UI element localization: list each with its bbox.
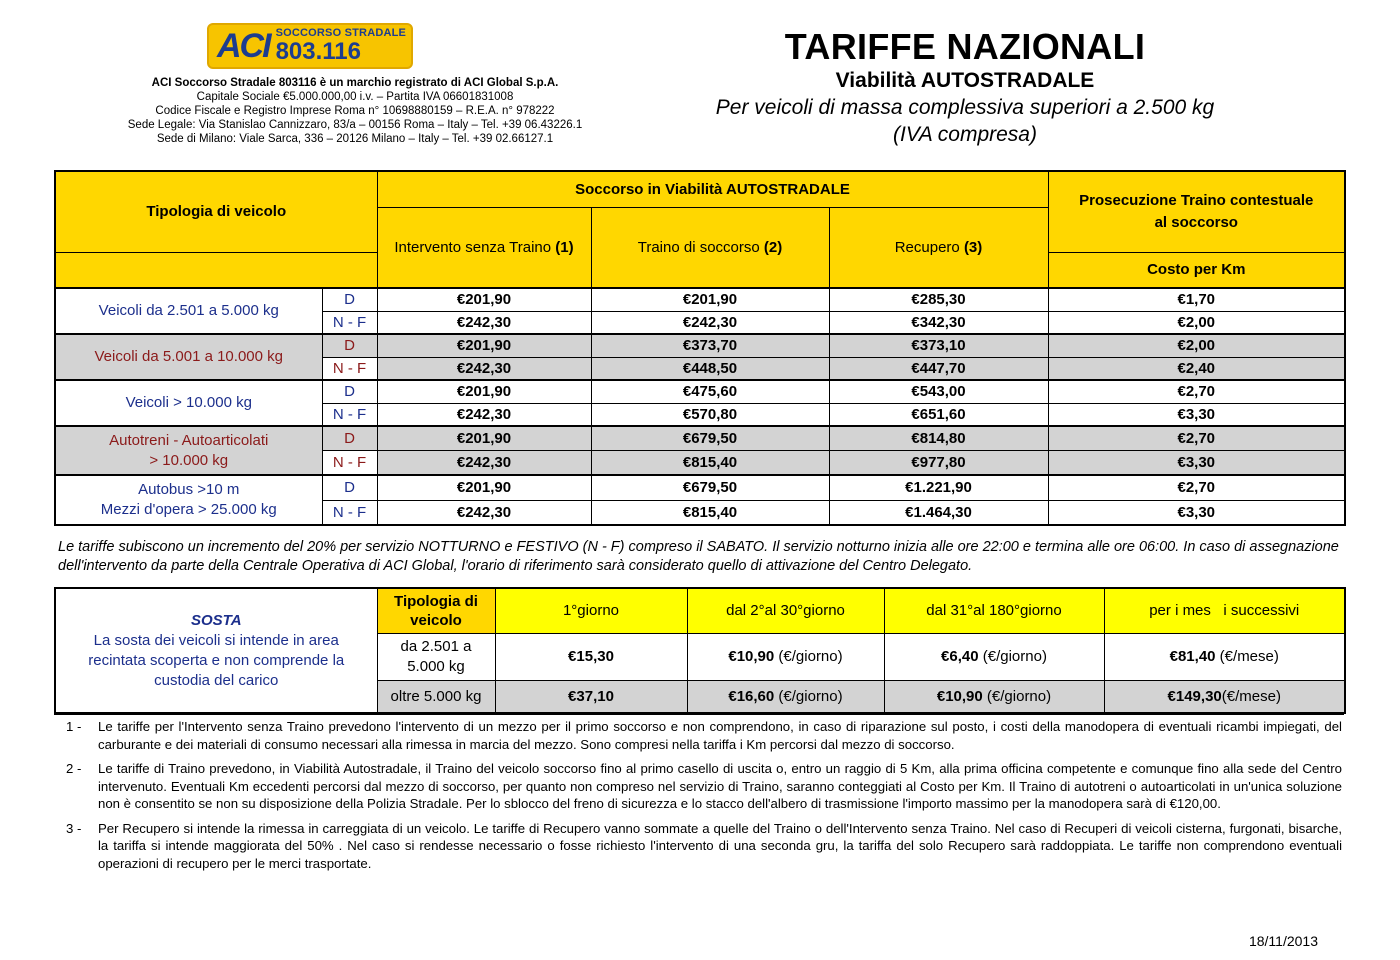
price-cell: €2,70 (1048, 426, 1345, 450)
header-vehicle-type: Tipologia di veicolo (55, 171, 377, 252)
price-cell: €201,90 (377, 288, 591, 311)
sosta-unit: (€/mese) (1221, 687, 1281, 705)
table-row (55, 475, 1345, 500)
price-cell: €679,50 (591, 426, 829, 450)
header-recupero-ref: (3) (963, 238, 983, 256)
sosta-price-cell (1104, 680, 1345, 713)
price-cell: €570,80 (591, 403, 829, 426)
price-cell: €815,40 (591, 500, 829, 525)
header-intervento-label: Intervento senza Traino (394, 238, 552, 256)
band-cell: N - F (322, 357, 377, 380)
sosta-header-day1: 1°giorno (495, 588, 687, 633)
document-date: 18/11/2013 (1248, 933, 1318, 949)
vehicle-line-2: > 10.000 kg (149, 451, 229, 469)
price-cell: €2,00 (1048, 334, 1345, 357)
company-line-2: Capitale Sociale €5.000.000,00 i.v. – Partita IVA 06601831008 (196, 91, 514, 103)
table-row (55, 288, 1345, 311)
price-cell: €242,30 (377, 311, 591, 334)
table-row (55, 426, 1345, 450)
price-cell: €201,90 (377, 334, 591, 357)
header-prosecuzione: Prosecuzione Traino contestuale al soccorso (1048, 171, 1345, 252)
band-cell: D (322, 426, 377, 450)
sosta-price-cell: €37,10 (495, 680, 687, 713)
band-cell: D (322, 334, 377, 357)
band-cell: D (322, 475, 377, 500)
sosta-unit: (€/giorno) (978, 648, 1047, 665)
header-vehicle-spacer (55, 252, 377, 288)
price-cell: €2,40 (1048, 357, 1345, 380)
vehicle-cell: Veicoli > 10.000 kg (55, 380, 322, 426)
price-cell: €1,70 (1048, 288, 1345, 311)
table-row (55, 380, 1345, 403)
price-cell: €342,30 (829, 311, 1048, 334)
footnote (54, 718, 1344, 753)
price-cell: €201,90 (377, 380, 591, 403)
header-traino-label: Traino di soccorso (637, 238, 760, 256)
band-cell: D (322, 288, 377, 311)
sosta-price: €81,40 (1169, 648, 1216, 665)
sosta-text: La sosta dei veicoli si intende in area recintata scoperta e non comprende la custodia del carico (88, 631, 345, 689)
price-cell: €285,30 (829, 288, 1048, 311)
footnote-text: Per Recupero si intende la rimessa in carreggiata di un veicolo. Le tariffe di Recupero vanno sommate a quelle del Traino o dell'Intervento senza Traino. Nel caso di Recuperi di veicoli cisterna, furgonati, bisarche, la tariffa si intende maggiorata del 50% . Nel caso si rendesse necessario o fosse richiesto l'intervento di una seconda gru, la tariffa del solo Recupero sarà raddoppiata. Le tariffe non comprendono eventuali operazioni di recupero per le merci trasportate. (98, 820, 1342, 871)
page-description-2: (IVA compresa) (893, 123, 1037, 146)
band-cell: N - F (322, 311, 377, 334)
header-recupero-label: Recupero (894, 238, 960, 256)
sosta-price: €6,40 (941, 648, 979, 665)
price-cell: €242,30 (591, 311, 829, 334)
footnote-text: Le tariffe di Traino prevedono, in Viabilità Autostradale, il Traino del veicolo soccorso fino al primo casello di uscita o, entro un raggio di 5 Km, alla prima officina competente e comunque fino alla sede del Centro intervenuto. Eventuali Km eccedenti percorsi dal mezzo di soccorso, per quanto non compreso nel servizio di Traino, saranno conteggiati al Costo per Km. Il Traino di autotreni o autoarticolati in un'unica soluzione non è consentito se non su disposizione della Polizia Stradale. Per lo sblocco del freno di sicurezza e lo stacco dell'albero di trasmissione l'importo massimo per la manodopera sarà di €120,00. (98, 761, 1342, 811)
sosta-price-cell (884, 633, 1104, 680)
company-line-3: Codice Fiscale e Registro Imprese Roma n° 10698880159 – R.E.A. n° 978222 (155, 105, 555, 117)
sosta-description (55, 588, 377, 713)
table-row (55, 334, 1345, 357)
price-cell: €242,30 (377, 450, 591, 475)
sosta-price-cell: €15,30 (495, 633, 687, 680)
price-cell: €2,70 (1048, 475, 1345, 500)
vehicle-line-1: Autotreni - Autoarticolati (109, 431, 269, 449)
footnote (54, 820, 1344, 873)
sosta-price: €16,60 (728, 687, 775, 705)
price-cell: €3,30 (1048, 450, 1345, 475)
header-costo-km: Costo per Km (1048, 252, 1345, 288)
header-traino (591, 207, 829, 288)
sosta-unit: (€/giorno) (774, 687, 843, 705)
price-cell: €1.464,30 (829, 500, 1048, 525)
page-title: TARIFFE NAZIONALI (784, 26, 1146, 67)
price-cell: €1.221,90 (829, 475, 1048, 500)
price-cell: €2,00 (1048, 311, 1345, 334)
band-cell: N - F (322, 403, 377, 426)
sosta-tipologia-cell: oltre 5.000 kg (377, 680, 495, 713)
company-line-5: Sede di Milano: Viale Sarca, 336 – 20126 Milano – Italy – Tel. +39 02.66127.1 (156, 133, 554, 145)
price-cell: €2,70 (1048, 380, 1345, 403)
price-cell: €242,30 (377, 403, 591, 426)
vehicle-line-2: Mezzi d'opera > 25.000 kg (100, 501, 277, 518)
company-line-1: ACI Soccorso Stradale 803116 è un marchio registrato di ACI Global S.p.A. (151, 77, 559, 89)
sosta-header-day2-30: dal 2°al 30°giorno (687, 588, 884, 633)
footnote-number: 2 - (66, 761, 82, 776)
sosta-price-cell (687, 680, 884, 713)
sosta-price: €10,90 (728, 648, 775, 665)
price-cell: €679,50 (591, 475, 829, 500)
vehicle-line-1: Autobus >10 m (138, 481, 240, 498)
vehicle-cell: Veicoli da 2.501 a 5.000 kg (55, 288, 322, 334)
title-block (660, 26, 1270, 148)
vehicle-cell: Veicoli da 5.001 a 10.000 kg (55, 334, 322, 380)
band-cell: N - F (322, 450, 377, 475)
price-cell: €373,70 (591, 334, 829, 357)
sosta-price: €149,30 (1167, 687, 1222, 705)
page-description-1: Per veicoli di massa complessiva superiori a 2.500 kg (715, 96, 1215, 119)
company-line-4: Sede Legale: Via Stanislao Cannizzaro, 83/a – 00156 Roma – Italy – Tel. +39 06.43226.1 (127, 119, 583, 131)
sosta-unit: (€/mese) (1215, 648, 1279, 665)
footnote-number: 1 - (66, 719, 82, 734)
sosta-price-cell (884, 680, 1104, 713)
tariff-table (54, 170, 1346, 526)
price-cell: €373,10 (829, 334, 1048, 357)
sosta-tipologia-cell: da 2.501 a 5.000 kg (377, 633, 495, 680)
price-cell: €977,80 (829, 450, 1048, 475)
header-intervento (377, 207, 591, 288)
page-subtitle: Viabilità AUTOSTRADALE (835, 69, 1095, 92)
aci-logo (207, 23, 413, 69)
price-cell: €242,30 (377, 500, 591, 525)
price-cell: €814,80 (829, 426, 1048, 450)
company-info (70, 76, 640, 146)
price-cell: €242,30 (377, 357, 591, 380)
vehicle-cell (55, 475, 322, 525)
footnote-number: 3 - (66, 820, 82, 836)
sosta-price-cell (687, 633, 884, 680)
logo-brand: ACI (217, 27, 270, 65)
price-cell: €475,60 (591, 380, 829, 403)
header-soccorso-group: Soccorso in Viabilità AUTOSTRADALE (377, 171, 1048, 207)
sosta-price: €10,90 (936, 687, 983, 705)
price-cell: €201,90 (591, 288, 829, 311)
vehicle-cell (55, 426, 322, 475)
footnote (54, 760, 1344, 813)
band-cell: N - F (322, 500, 377, 525)
sosta-header-tipologia: Tipologia di veicolo (377, 588, 495, 633)
header-recupero (829, 207, 1048, 288)
surcharge-note: Le tariffe subiscono un incremento del 20% per servizio NOTTURNO e FESTIVO (N - F) compreso il SABATO. Il servizio notturno inizia alle ore 22:00 e termina alle ore 06:00. In caso di assegnazione dell'intervento da parte della Centrale Operativa di ACI Global, l'orario di riferimento sarà considerato quello di attivazione del Centro Delegato. (58, 539, 1339, 574)
sosta-title: SOSTA (190, 611, 242, 629)
sosta-header-day31-180: dal 31°al 180°giorno (884, 588, 1104, 633)
sosta-table (54, 587, 1346, 714)
price-cell: €543,00 (829, 380, 1048, 403)
price-cell: €447,70 (829, 357, 1048, 380)
sosta-unit: (€/giorno) (774, 648, 843, 665)
footnote-text: Le tariffe per l'Intervento senza Traino prevedono l'intervento di un mezzo per il primo soccorso e non comprendono, in caso di riparazione sul posto, i costi della manodopera di eventuali ricambi impiegati, del carburante e dei materiali di consumo necessari alla rimessa in marcia del mezzo. Sono compresi nella tariffa i Km percorsi dal mezzo di soccorso. (98, 719, 1342, 752)
price-cell: €448,50 (591, 357, 829, 380)
price-cell: €651,60 (829, 403, 1048, 426)
header-intervento-ref: (1) (555, 238, 574, 256)
price-cell: €3,30 (1048, 500, 1345, 525)
price-cell: €201,90 (377, 426, 591, 450)
logo-tagline: SOCCORSO STRADALE (275, 27, 407, 39)
header-traino-ref: (2) (763, 238, 783, 256)
sosta-header-months: per i mes i successivi (1104, 588, 1345, 633)
price-cell: €815,40 (591, 450, 829, 475)
sosta-price-cell (1104, 633, 1345, 680)
band-cell: D (322, 380, 377, 403)
price-cell: €3,30 (1048, 403, 1345, 426)
footnotes (54, 713, 1344, 879)
sosta-unit: (€/giorno) (982, 687, 1052, 705)
price-cell: €201,90 (377, 475, 591, 500)
logo-number: 803.116 (275, 38, 361, 65)
